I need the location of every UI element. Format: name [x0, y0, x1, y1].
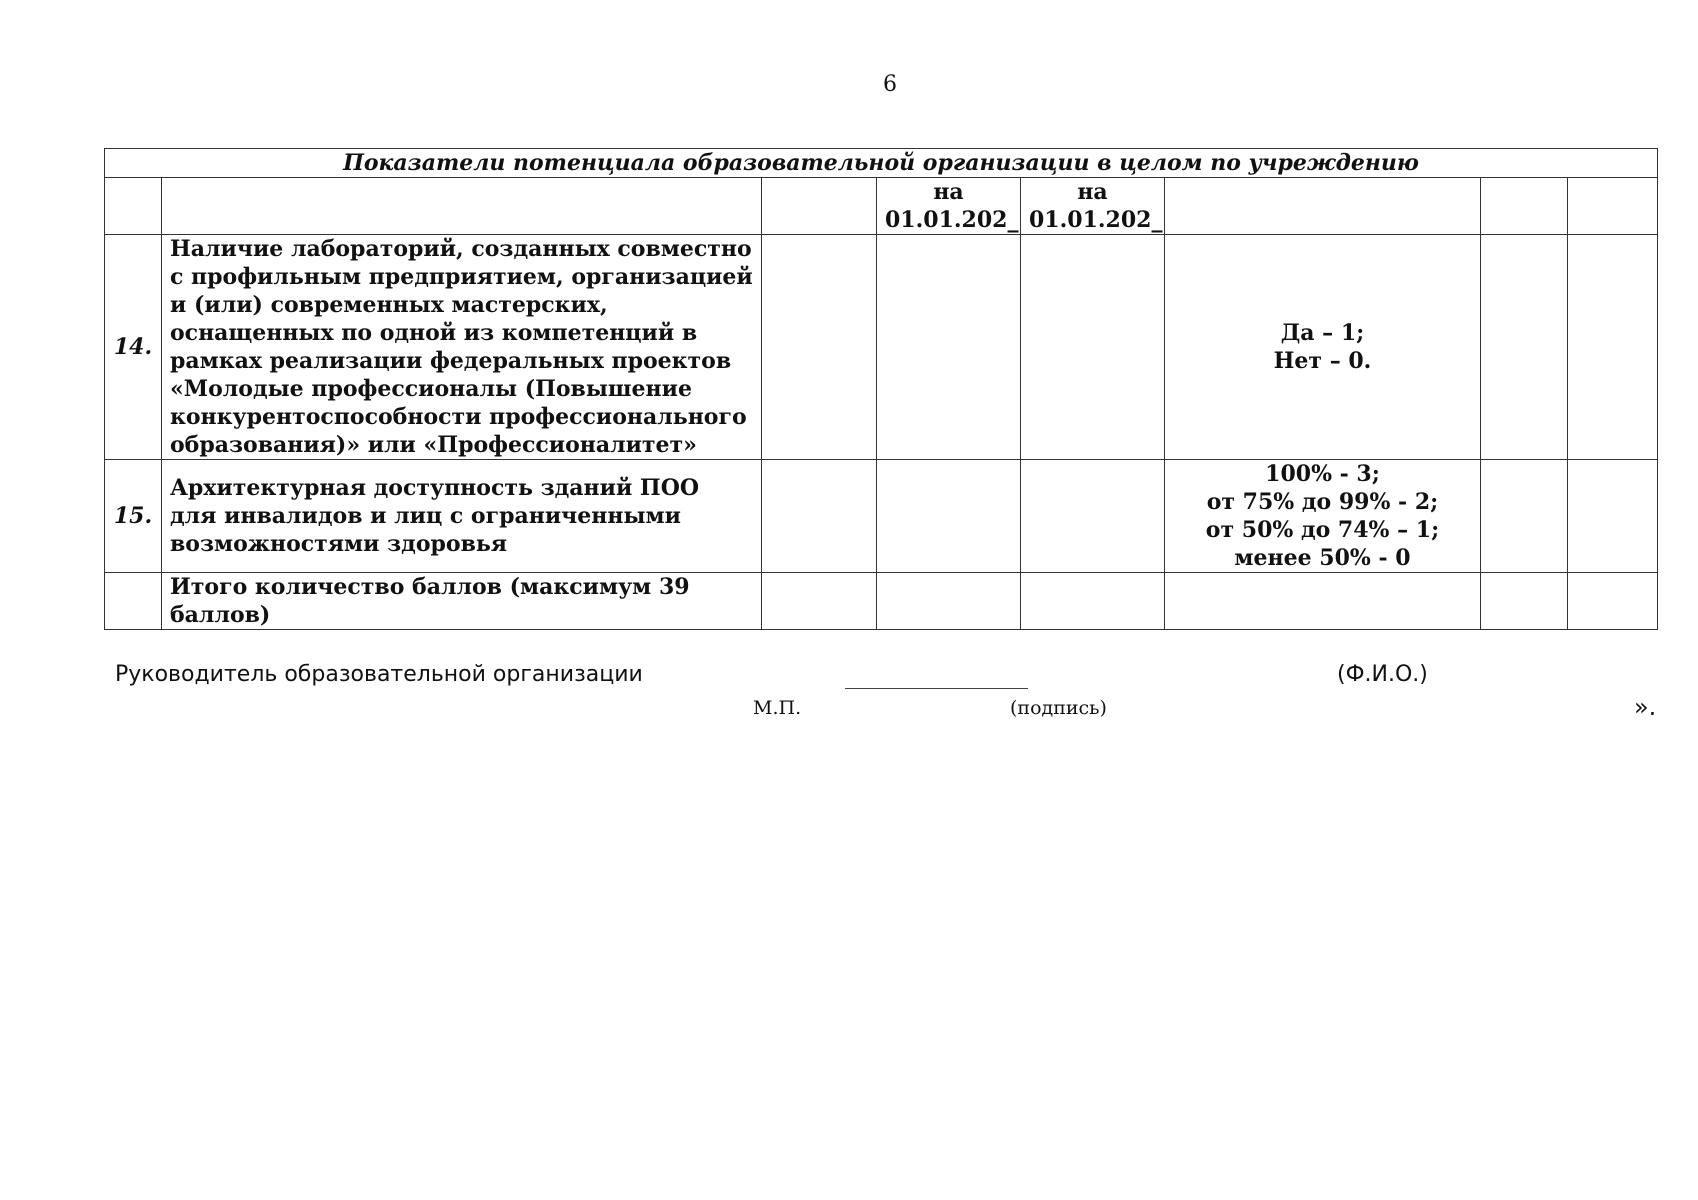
- header-cell-3: [762, 178, 877, 235]
- header-cell-7: [1481, 178, 1568, 235]
- header-cell-8: [1568, 178, 1658, 235]
- page-number: 6: [883, 72, 897, 97]
- table-row: [105, 460, 1658, 573]
- empty-cell: [1481, 235, 1568, 460]
- signature-line: [845, 688, 1028, 689]
- scoring-line: менее 50% - 0: [1234, 545, 1411, 571]
- empty-cell: [877, 573, 1021, 630]
- empty-cell: [1568, 235, 1658, 460]
- header-cell-indicator: [162, 178, 762, 235]
- row-number: 14.: [105, 235, 162, 460]
- stamp-label: М.П.: [753, 697, 802, 719]
- indicator-text: Наличие лабораторий, созданных совместно с профильным предприятием, организацией и (или) современных мастерских, оснащенных по одной из компетенций в рамках реализации федеральных проектов «Молодые профессионалы (Повышение конкурентоспособности профессионального образования)» или «Профессионалитет»: [162, 235, 762, 460]
- scoring-line: 100% - 3;: [1265, 461, 1380, 487]
- scoring-line: Да – 1;: [1280, 320, 1365, 346]
- empty-cell: [1021, 573, 1165, 630]
- empty-cell: [1481, 573, 1568, 630]
- fio-label: (Ф.И.О.): [1337, 662, 1428, 687]
- scoring-line: от 75% до 99% - 2;: [1206, 489, 1439, 515]
- empty-cell: [1165, 573, 1481, 630]
- header-cell-num: [105, 178, 162, 235]
- closing-mark: ».: [1634, 693, 1657, 721]
- indicator-text: Архитектурная доступность зданий ПОО для инвалидов и лиц с ограниченными возможностями здоровья: [162, 460, 762, 573]
- empty-cell: [1568, 460, 1658, 573]
- empty-cell: [762, 235, 877, 460]
- scoring-cell: [1165, 235, 1481, 460]
- empty-cell: [762, 460, 877, 573]
- header-row: [105, 178, 1658, 235]
- signature-caption: (подпись): [1010, 697, 1107, 719]
- header-date-1: на 01.01.202_: [877, 178, 1021, 235]
- empty-cell: [877, 460, 1021, 573]
- empty-cell: [105, 573, 162, 630]
- header-cell-scoring: [1165, 178, 1481, 235]
- empty-cell: [1568, 573, 1658, 630]
- empty-cell: [762, 573, 877, 630]
- empty-cell: [1021, 460, 1165, 573]
- scoring-cell: [1165, 460, 1481, 573]
- table-row: [105, 235, 1658, 460]
- empty-cell: [1021, 235, 1165, 460]
- section-title-row: [105, 149, 1658, 178]
- empty-cell: [1481, 460, 1568, 573]
- head-of-organization-label: Руководитель образовательной организации: [115, 662, 643, 687]
- row-number: 15.: [105, 460, 162, 573]
- section-title: Показатели потенциала образовательной организации в целом по учреждению: [105, 149, 1658, 178]
- total-label: Итого количество баллов (максимум 39 баллов): [162, 573, 762, 630]
- scoring-line: от 50% до 74% – 1;: [1205, 517, 1440, 543]
- total-row: [105, 573, 1658, 630]
- indicators-table: [104, 148, 1658, 630]
- empty-cell: [877, 235, 1021, 460]
- scoring-line: Нет – 0.: [1273, 348, 1372, 374]
- header-date-2: на 01.01.202_: [1021, 178, 1165, 235]
